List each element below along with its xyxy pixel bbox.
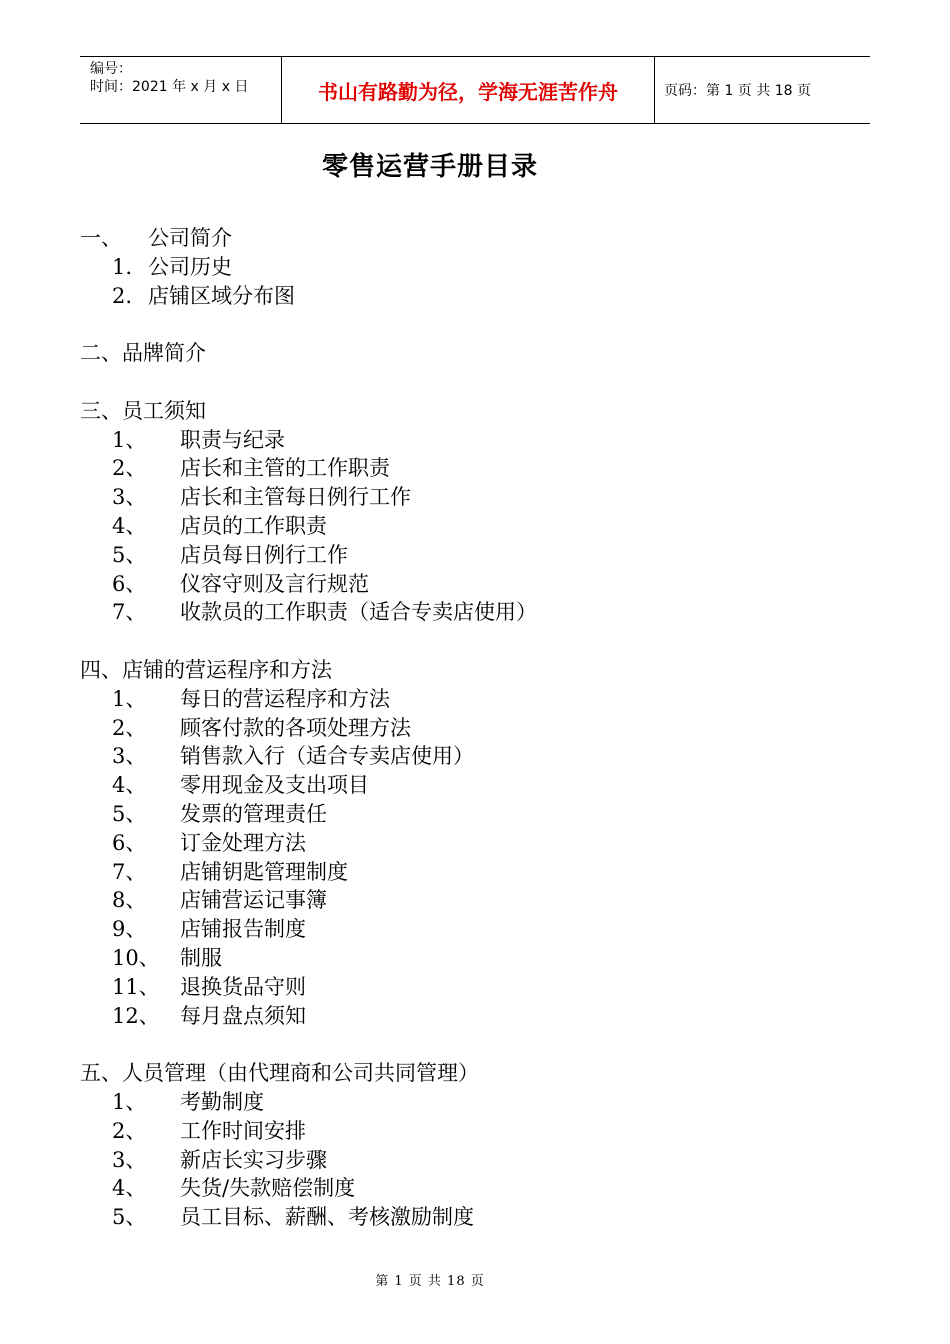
item-number: 2、 <box>112 715 147 740</box>
section-spacer <box>80 368 880 397</box>
toc-item <box>80 829 880 858</box>
toc-item <box>80 915 880 944</box>
item-text: 顾客付款的各项处理方法 <box>180 715 411 740</box>
item-text: 每日的营运程序和方法 <box>180 686 390 711</box>
toc-item <box>80 1117 880 1146</box>
section-spacer <box>80 310 880 339</box>
item-text: 店铺报告制度 <box>180 917 306 942</box>
item-text: 制服 <box>180 945 222 970</box>
item-text: 店长和主管的工作职责 <box>180 456 390 481</box>
toc-item <box>80 685 880 714</box>
item-text: 发票的管理责任 <box>180 801 327 826</box>
header-motto: 书山有路勤为径，学海无涯苦作舟 <box>281 57 655 123</box>
item-text: 订金处理方法 <box>180 830 306 855</box>
item-text: 收款员的工作职责（适合专卖店使用） <box>180 600 537 625</box>
section-number: 二、 <box>80 341 122 366</box>
toc-item <box>80 1088 880 1117</box>
toc-item <box>80 598 880 627</box>
item-number: 3、 <box>112 744 147 769</box>
item-number: 4、 <box>112 513 147 538</box>
document-header <box>80 56 870 124</box>
section-title: 店铺的营运程序和方法 <box>122 657 332 682</box>
item-number: 10、 <box>112 945 160 970</box>
item-text: 销售款入行（适合专卖店使用） <box>180 744 474 769</box>
item-text: 退换货品守则 <box>180 974 306 999</box>
toc-item <box>80 973 880 1002</box>
toc-item <box>80 771 880 800</box>
item-number: 2、 <box>112 456 147 481</box>
section-title: 公司简介 <box>148 226 232 250</box>
header-page-info: 页码：第 1 页 共 18 页 <box>664 83 811 99</box>
item-number: 1、 <box>112 686 147 711</box>
item-text: 工作时间安排 <box>180 1118 306 1143</box>
item-number: 3、 <box>112 1147 147 1172</box>
table-of-contents <box>80 224 880 1232</box>
header-meta <box>80 57 281 123</box>
item-number: 11、 <box>112 974 160 999</box>
item-number: 2. <box>112 283 133 308</box>
toc-item <box>80 1146 880 1175</box>
section-title: 员工须知 <box>122 398 206 423</box>
section-spacer <box>80 1030 880 1059</box>
toc-item <box>80 800 880 829</box>
item-text: 职责与纪录 <box>180 427 285 452</box>
item-number: 4、 <box>112 1176 147 1201</box>
item-number: 9、 <box>112 917 147 942</box>
section-heading <box>80 224 880 253</box>
toc-item <box>80 1174 880 1203</box>
item-text: 每月盘点须知 <box>180 1003 306 1028</box>
toc-item <box>80 282 880 311</box>
item-number: 5、 <box>112 542 147 567</box>
section-heading <box>80 397 880 426</box>
toc-item <box>80 570 880 599</box>
item-text: 店员每日例行工作 <box>180 542 348 567</box>
toc-item <box>80 512 880 541</box>
toc-item <box>80 253 880 282</box>
item-text: 店员的工作职责 <box>180 513 327 538</box>
section-spacer <box>80 627 880 656</box>
item-number: 6、 <box>112 830 147 855</box>
item-text: 公司历史 <box>148 254 232 279</box>
page-footer: 第 1 页 共 18 页 <box>375 1274 485 1289</box>
item-text: 考勤制度 <box>180 1089 264 1114</box>
item-text: 零用现金及支出项目 <box>180 773 369 798</box>
item-text: 仪容守则及言行规范 <box>180 571 369 596</box>
toc-item <box>80 454 880 483</box>
item-text: 失货/失款赔偿制度 <box>180 1176 356 1201</box>
number-label: 编号： <box>90 61 132 77</box>
item-number: 1、 <box>112 427 147 452</box>
item-text: 员工目标、薪酬、考核激励制度 <box>180 1205 474 1230</box>
item-number: 12、 <box>112 1003 160 1028</box>
page-title: 零售运营手册目录 <box>321 152 538 182</box>
item-number: 3、 <box>112 485 147 510</box>
item-number: 4、 <box>112 773 147 798</box>
toc-item <box>80 541 880 570</box>
item-number: 7、 <box>112 600 147 625</box>
item-number: 5、 <box>112 1205 147 1230</box>
time-line: 时间：2021 年 x 月 x 日 <box>90 79 249 95</box>
section-heading <box>80 1059 880 1088</box>
section-number: 一、 <box>80 226 122 250</box>
toc-item <box>80 1203 880 1232</box>
toc-item <box>80 858 880 887</box>
section-number: 五、 <box>80 1061 122 1086</box>
toc-item <box>80 944 880 973</box>
item-number: 8、 <box>112 888 147 913</box>
item-text: 店铺营运记事簿 <box>180 888 327 913</box>
section-title: 人员管理（由代理商和公司共同管理） <box>122 1061 479 1086</box>
toc-item <box>80 714 880 743</box>
item-number: 2、 <box>112 1118 147 1143</box>
toc-item <box>80 742 880 771</box>
section-number: 三、 <box>80 398 122 423</box>
item-number: 1、 <box>112 1089 147 1114</box>
item-number: 1. <box>112 254 133 279</box>
item-number: 5、 <box>112 801 147 826</box>
toc-item <box>80 1002 880 1031</box>
item-text: 新店长实习步骤 <box>180 1147 327 1172</box>
section-heading <box>80 656 880 685</box>
section-title: 品牌简介 <box>122 341 206 366</box>
toc-item <box>80 483 880 512</box>
item-number: 7、 <box>112 859 147 884</box>
item-text: 店铺区域分布图 <box>148 283 295 308</box>
item-number: 6、 <box>112 571 147 596</box>
section-heading <box>80 339 880 368</box>
toc-item <box>80 886 880 915</box>
toc-item <box>80 426 880 455</box>
section-number: 四、 <box>80 657 122 682</box>
item-text: 店铺钥匙管理制度 <box>180 859 348 884</box>
item-text: 店长和主管每日例行工作 <box>180 485 411 510</box>
